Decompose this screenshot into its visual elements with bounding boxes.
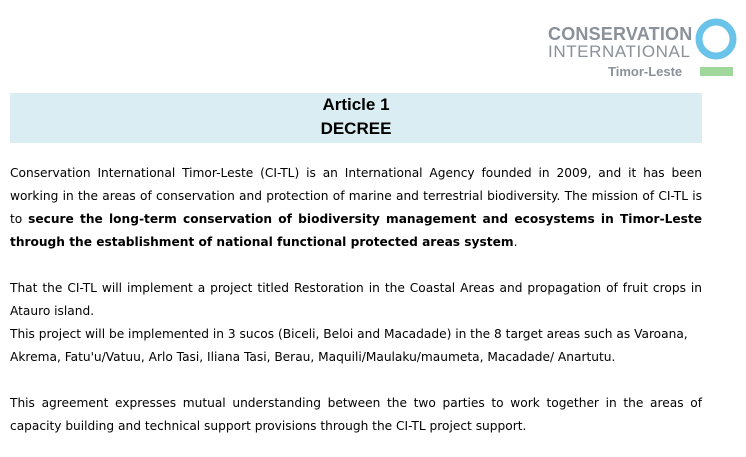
article-title: DECREE bbox=[320, 119, 392, 138]
paragraph-mission-tail: . bbox=[513, 235, 518, 249]
paragraph-mission-lead: Conservation International Timor-Leste (CI-TL) is an International Agency founded in 2009, and it has been working in the areas of conservation and protection of marine and terrestrial biodiversity. The mission of CI-TL is to bbox=[10, 166, 702, 226]
document-body bbox=[10, 162, 702, 438]
article-heading bbox=[10, 93, 702, 143]
paragraph-mission-bold: secure the long-term conservation of biodiversity management and ecosystems in Timor-Leste through the establishment of national functional protected areas system bbox=[10, 212, 703, 249]
article-number: Article 1 bbox=[322, 95, 390, 114]
paragraph-sucos: This project will be implemented in 3 sucos (Biceli, Beloi and Macadade) in the 8 target areas such as Varoana, Akrema, Fatu'u/Vatuu, Arlo Tasi, Iliana Tasi, Berau, Maquili/Maulaku/maumeta, Macadade/ Anartutu. bbox=[10, 327, 688, 364]
paragraph-gap bbox=[10, 254, 702, 277]
circle-logo-icon bbox=[695, 16, 737, 80]
logo-text-country: Timor-Leste bbox=[608, 64, 683, 79]
paragraph-agreement: This agreement expresses mutual understanding between the two parties to work together in the areas of capacity building and technical support provisions through the CI-TL project support. bbox=[10, 396, 702, 433]
paragraph-gap bbox=[10, 369, 702, 392]
paragraph-mission bbox=[10, 162, 702, 254]
logo-text-conservation: CONSERVATION bbox=[548, 24, 693, 44]
paragraph-project: That the CI-TL will implement a project titled Restoration in the Coastal Areas and propagation of fruit crops in Atauro island. bbox=[10, 281, 702, 318]
logo-text-international: INTERNATIONAL bbox=[548, 42, 691, 61]
logo bbox=[548, 16, 738, 80]
